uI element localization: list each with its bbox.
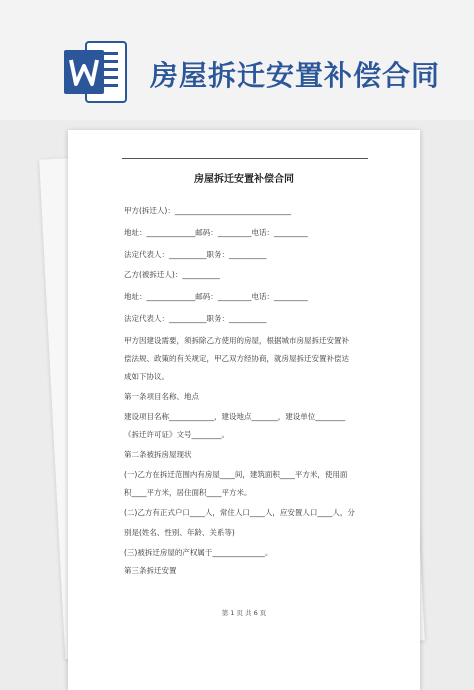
party-b-address: 地址：_____________邮码：_________电话：_________ — [124, 292, 308, 301]
party-b-representative: 法定代表人：__________职务：__________ — [124, 314, 267, 323]
party-a-address: 地址：_____________邮码：_________电话：_________ — [124, 228, 308, 237]
intro-line-2: 偿法规、政策的有关规定，甲乙双方经协商，就房屋拆迁安置补偿达 — [124, 354, 349, 363]
page-footer: 第 1 页 共 6 页 — [221, 609, 267, 617]
article-2-item-1b: 积____平方米，居住面积____平方米。 — [124, 488, 252, 497]
article-2-heading: 第二条被拆房屋现状 — [124, 450, 192, 459]
intro-line-3: 成如下协议。 — [124, 372, 169, 381]
party-a-line: 甲方(拆迁人)：_______________________________ — [124, 206, 292, 215]
article-1-project: 建设项目名称____________，建设地点_______，建设单位________ — [124, 412, 346, 421]
article-2-item-2a: (二)乙方有正式户口____人，常住人口____人，应安置人口____人，分 — [124, 508, 355, 517]
header — [0, 0, 474, 120]
party-b-line: 乙方(被拆迁人)：__________ — [124, 270, 220, 279]
intro-line-1: 甲方因建设需要，须拆除乙方使用的房屋，根据城市房屋拆迁安置补 — [124, 336, 349, 345]
article-3-heading: 第三条拆迁安置 — [124, 566, 177, 575]
word-icon — [62, 38, 130, 106]
article-2-item-1a: (一)乙方在拆迁范围内有房屋____间，建筑面积____平方米，使用面 — [124, 470, 348, 479]
top-rule — [122, 158, 368, 159]
article-2-item-3: (三)被拆迁房屋的产权属于______________。 — [124, 548, 273, 557]
article-2-item-2b: 别是(姓名、性别、年龄、关系等) — [124, 528, 235, 537]
document-page — [68, 130, 420, 690]
article-1-heading: 第一条项目名称、地点 — [124, 392, 199, 401]
party-a-representative: 法定代表人：__________职务：__________ — [124, 250, 267, 259]
document-heading: 房屋拆迁安置补偿合同 — [150, 59, 441, 92]
article-1-permit: 《拆迁许可证》文号________。 — [124, 430, 229, 439]
contract-title: 房屋拆迁安置补偿合同 — [194, 174, 294, 185]
